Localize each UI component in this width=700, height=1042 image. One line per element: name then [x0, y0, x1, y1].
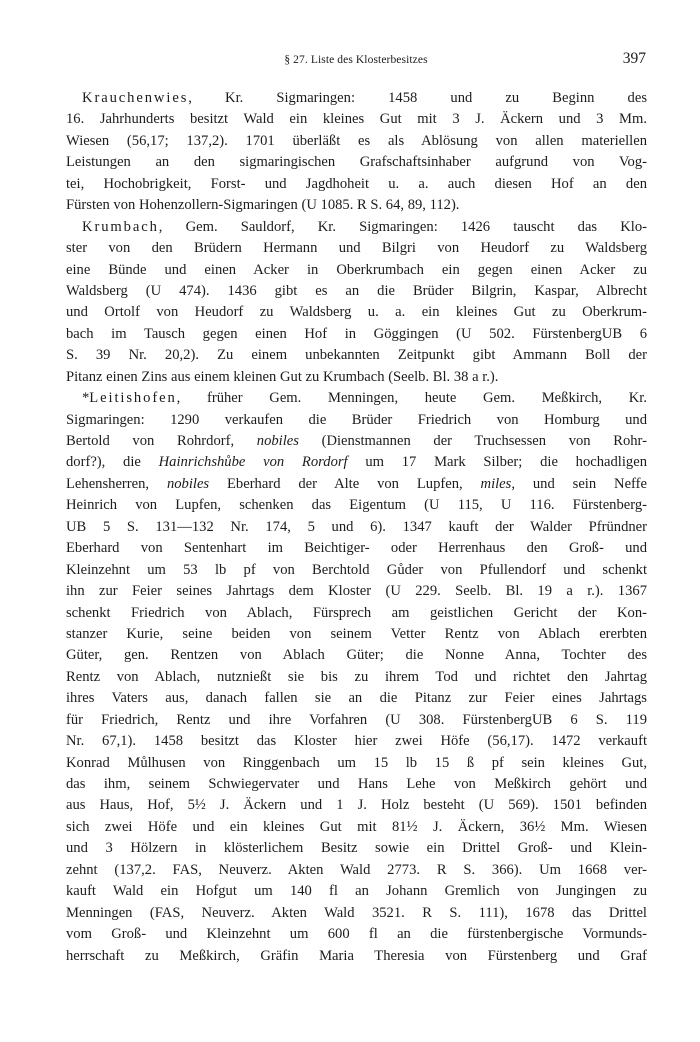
- text-segment: Sigmaringen: 1290 verkaufen die Brüder Friedrich von Homburg und: [66, 411, 647, 428]
- text-segment: für Friedrich, Rentz und ihre Vorfahren (U 308. FürstenbergUB 6 S. 119: [66, 711, 647, 728]
- text-line: [66, 302, 647, 323]
- text-line: [66, 345, 647, 366]
- text-segment: kauft Wald ein Hofgut um 140 fl an Johann Gremlich von Jungingen zu: [66, 883, 647, 900]
- text-segment: Waldsberg (U 474). 1436 gibt es an die Brüder Bilgrin, Kaspar, Albrecht: [66, 282, 647, 299]
- text-segment: S. 39 Nr. 20,2). Zu einem unbekannten Zeitpunkt gibt Ammann Boll der: [66, 347, 647, 364]
- text-line: [66, 645, 647, 666]
- text-line: [66, 324, 647, 345]
- text-segment: und 3 Hölzern in klösterlichem Besitz sowie ein Drittel Groß- und Klein-: [66, 840, 647, 857]
- text-line: [66, 217, 647, 238]
- text-line: [66, 710, 647, 731]
- text-segment: 16. Jahrhunderts besitzt Wald ein kleines Gut mit 3 J. Äckern und 3 Mm.: [66, 111, 647, 128]
- text-line: [66, 238, 647, 259]
- text-line: [66, 838, 647, 859]
- entry-place-name: Krauchenwies: [82, 90, 189, 106]
- text-segment: Menningen (FAS, Neuverz. Akten Wald 3521. R S. 111), 1678 das Drittel: [66, 904, 647, 921]
- text-segment: zehnt (137,2. FAS, Neuverz. Akten Wald 2773. R S. 366). Um 1668 ver-: [66, 861, 647, 878]
- text-segment: herrschaft zu Meßkirch, Gräfin Maria Theresia von Fürstenberg und Graf: [66, 947, 647, 964]
- text-line: [66, 452, 647, 473]
- text-segment: und sein Neffe: [515, 475, 647, 492]
- italic-term: miles,: [480, 475, 515, 492]
- text-segment: , Gem. Sauldorf, Kr. Sigmaringen: 1426 tauscht das Klo-: [158, 218, 647, 235]
- text-line: [66, 88, 647, 109]
- text-segment: Nr. 67,1). 1458 besitzt das Kloster hier zwei Höfe (56,17). 1472 verkauft: [66, 733, 647, 750]
- text-segment: , Kr. Sigmaringen: 1458 und zu Beginn des: [188, 90, 647, 106]
- running-head: [66, 50, 646, 72]
- body-text: [66, 88, 647, 967]
- text-line: [66, 152, 647, 173]
- text-line: [66, 903, 647, 924]
- text-line: [66, 603, 647, 624]
- italic-term: nobiles: [256, 433, 299, 449]
- text-line: [66, 774, 647, 795]
- italic-term: Hainrichshůbe von Rordorf: [158, 454, 348, 471]
- text-segment: Eberhard von Sentenhart im Beichtiger- oder Herrenhaus den Groß- und: [66, 540, 647, 557]
- text-segment: sich zwei Höfe und ein kleines Gut mit 81½ J. Äckern, 36½ Mm. Wiesen: [66, 818, 647, 835]
- text-line: [66, 431, 647, 452]
- text-segment: Wiesen (56,17; 137,2). 1701 überläßt es als Ablösung von allen materiellen: [66, 132, 647, 149]
- text-segment: ihres Vaters aus, danach fallen sie an die Pitanz zur Feier eines Jahrtags: [66, 690, 647, 707]
- text-segment: , früher Gem. Menningen, heute Gem. Meßkirch, Kr.: [176, 390, 647, 407]
- text-segment: um 17 Mark Silber; die hochadligen: [347, 454, 647, 471]
- text-line: [66, 495, 647, 516]
- text-line: [66, 946, 647, 967]
- text-line: [66, 667, 647, 688]
- text-segment: Kleinzehnt um 53 lb pf von Berchtold Gůder von Pfullendorf und schenkt: [66, 561, 647, 578]
- text-line: [66, 474, 647, 495]
- text-line: [66, 517, 647, 538]
- text-line: [66, 924, 647, 945]
- text-line: [66, 410, 647, 431]
- text-line: [66, 688, 647, 709]
- text-line: [66, 109, 647, 130]
- text-line: [66, 538, 647, 559]
- text-segment: Lehensherren,: [66, 475, 167, 492]
- text-segment: vom Groß- und Kleinzehnt um 600 fl an die fürstenbergische Vormunds-: [66, 926, 647, 943]
- text-segment: *: [82, 390, 90, 407]
- text-segment: tei, Hochobrigkeit, Forst- und Jagdhoheit u. a. auch diesen Hof an den: [66, 175, 647, 192]
- text-line: [66, 795, 647, 816]
- text-segment: ihn zur Feier seines Jahrtags dem Kloster (U 229. Seelb. Bl. 19 a r.). 1367: [66, 583, 647, 600]
- text-segment: stanzer Kurie, seine beiden von seinem Vetter Rentz von Ablach ererbten: [66, 625, 647, 642]
- text-segment: UB 5 S. 131—132 Nr. 174, 5 und 6). 1347 kauft der Walder Pfründner: [66, 518, 647, 535]
- text-segment: Bertold von Rohrdorf,: [66, 433, 257, 449]
- text-line: [66, 581, 647, 602]
- text-segment: Heinrich von Lupfen, schenken das Eigentum (U 115, U 116. Fürstenberg-: [66, 497, 647, 514]
- text-segment: aus Haus, Hof, 5½ J. Äckern und 1 J. Holz besteht (U 569). 1501 befinden: [66, 797, 647, 814]
- text-line: [66, 817, 647, 838]
- text-line: [66, 281, 647, 302]
- text-segment: dorf?), die: [66, 454, 159, 471]
- text-line: [66, 367, 647, 388]
- text-segment: bach im Tausch gegen einen Hof in Göggingen (U 502. FürstenbergUB 6: [66, 325, 647, 342]
- text-segment: Rentz von Ablach, nutznießt sie bis zu ihrem Tod und richtet den Jahrtag: [66, 668, 647, 685]
- text-line: [66, 388, 647, 409]
- text-segment: Leistungen an den sigmaringischen Grafschaftsinhaber aufgrund von Vog-: [66, 154, 647, 171]
- text-segment: eine Bünde und einen Acker in Oberkrumbach ein gegen einen Acker zu: [66, 261, 647, 278]
- text-segment: schenkt Friedrich von Ablach, Fürsprech am geistlichen Gericht der Kon-: [66, 604, 647, 621]
- text-line: [66, 560, 647, 581]
- text-line: [66, 195, 647, 216]
- text-line: [66, 174, 647, 195]
- text-segment: Güter, gen. Rentzen von Ablach Güter; die Nonne Anna, Tochter des: [66, 647, 647, 664]
- text-line: [66, 753, 647, 774]
- text-segment: Fürsten von Hohenzollern-Sigmaringen (U 1085. R S. 64, 89, 112).: [66, 197, 460, 214]
- text-line: [66, 860, 647, 881]
- text-segment: das ihm, seinem Schwiegervater und Hans Lehe von Meßkirch gehört und: [66, 776, 647, 792]
- page-number: 397: [622, 50, 646, 67]
- text-line: [66, 131, 647, 152]
- text-line: [66, 624, 647, 645]
- entry-place-name: Krumbach: [82, 218, 159, 235]
- text-segment: Konrad Můlhusen von Ringgenbach um 15 lb 15 ß pf sein kleines Gut,: [66, 754, 647, 771]
- section-title: § 27. Liste des Klosterbesitzes: [284, 54, 428, 66]
- text-segment: Eberhard der Alte von Lupfen,: [209, 475, 481, 492]
- text-segment: Pitanz einen Zins aus einem kleinen Gut zu Krumbach (Seelb. Bl. 38 a r.).: [66, 368, 499, 385]
- text-segment: und Ortolf von Heudorf zu Waldsberg u. a. ein kleines Gut zu Oberkrum-: [66, 304, 647, 321]
- text-segment: ster von den Brüdern Hermann und Bilgri von Heudorf zu Waldsberg: [66, 240, 647, 257]
- text-segment: (Dienstmannen der Truchsessen von Rohr-: [298, 433, 647, 449]
- text-line: [66, 260, 647, 281]
- text-line: [66, 881, 647, 902]
- entry-place-name: Leitishofen: [89, 390, 177, 407]
- italic-term: nobiles: [166, 475, 210, 492]
- text-line: [66, 731, 647, 752]
